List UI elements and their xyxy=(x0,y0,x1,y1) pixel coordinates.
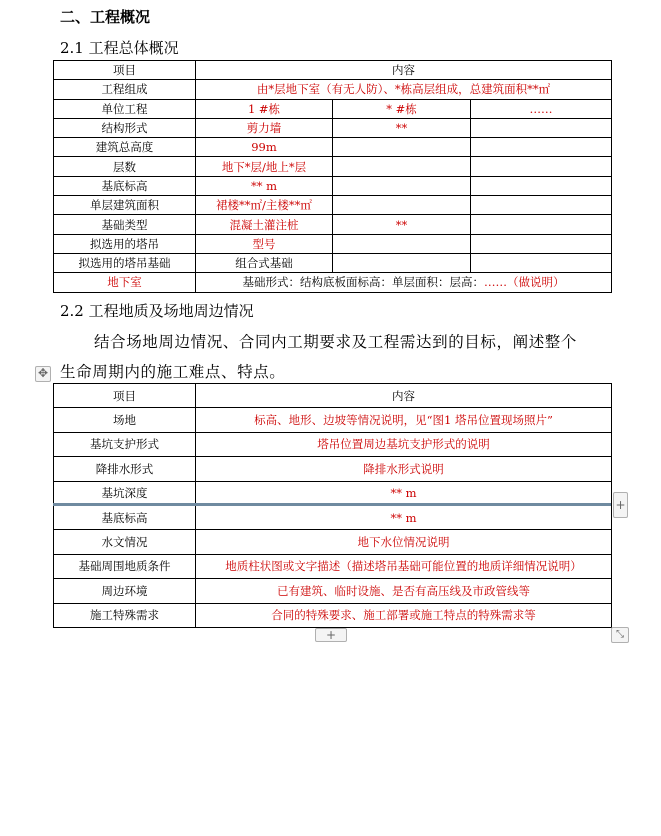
row-label: 水文情况 xyxy=(54,530,196,554)
intro-paragraph-line2: 生命周期内的施工难点、特点。 xyxy=(60,363,286,381)
row-label: 场地 xyxy=(54,408,196,432)
subsection-title-2-2: 2.2 工程地质及场地周边情况 xyxy=(60,302,254,320)
header-content: 内容 xyxy=(196,384,612,408)
row-value: ** xyxy=(333,215,471,234)
row-value: 型号 xyxy=(196,234,333,253)
row-label: 基础周围地质条件 xyxy=(54,554,196,578)
empty-cell xyxy=(333,138,471,157)
row-value: 合同的特殊要求、施工部署或施工特点的特殊需求等 xyxy=(196,603,612,627)
row-value: 组合式基础 xyxy=(196,253,333,272)
row-label: 施工特殊需求 xyxy=(54,603,196,627)
row-label: 单层建筑面积 xyxy=(54,196,196,215)
empty-cell xyxy=(333,157,471,176)
empty-cell xyxy=(333,253,471,272)
row-value: …… xyxy=(471,99,612,118)
table-row xyxy=(54,481,612,505)
row-value: 混凝土灌注桩 xyxy=(196,215,333,234)
row-label: 建筑总高度 xyxy=(54,138,196,157)
row-value: 地下*层/地上*层 xyxy=(196,157,333,176)
table-row xyxy=(54,530,612,554)
row-label: 基坑深度 xyxy=(54,481,196,505)
empty-cell xyxy=(333,176,471,195)
empty-cell xyxy=(471,138,612,157)
row-label: 结构形式 xyxy=(54,118,196,137)
empty-cell xyxy=(471,253,612,272)
basement-desc: 基础形式：结构底板面标高：单层面积：层高： xyxy=(242,275,484,290)
add-column-plus-icon[interactable]: + xyxy=(613,492,628,518)
table-row xyxy=(54,176,612,195)
project-overview-table xyxy=(53,60,612,293)
empty-cell xyxy=(471,157,612,176)
subsection-title-2-1: 2.1 工程总体概况 xyxy=(60,39,179,57)
row-selection-indicator xyxy=(53,503,611,506)
row-value: ** m xyxy=(196,481,612,505)
empty-cell xyxy=(471,118,612,137)
table-row xyxy=(54,457,612,481)
table-row xyxy=(54,554,612,578)
table-header-row xyxy=(54,384,612,408)
row-label: 基坑支护形式 xyxy=(54,432,196,456)
row-value: ** xyxy=(333,118,471,137)
row-value: 由*层地下室（有无人防）、*栋高层组成，总建筑面积**㎡ xyxy=(196,80,612,99)
row-label: 周边环境 xyxy=(54,579,196,603)
empty-cell xyxy=(471,196,612,215)
empty-cell xyxy=(333,234,471,253)
table-row xyxy=(54,505,612,529)
row-value: 降排水形式说明 xyxy=(196,457,612,481)
intro-paragraph-line1: 结合场地周边情况、合同内工期要求及工程需达到的目标，阐述整个 xyxy=(94,333,578,351)
header-content: 内容 xyxy=(196,61,612,80)
table-row xyxy=(54,157,612,176)
row-value: 裙楼**㎡/主楼**㎡ xyxy=(196,196,333,215)
row-label: 基底标高 xyxy=(54,505,196,529)
resize-icon[interactable]: ⤡ xyxy=(611,627,629,643)
row-value: 剪力墙 xyxy=(196,118,333,137)
row-label: 基底标高 xyxy=(54,176,196,195)
row-label: 降排水形式 xyxy=(54,457,196,481)
row-value: 99m xyxy=(196,138,333,157)
row-label: 单位工程 xyxy=(54,99,196,118)
row-label: 地下室 xyxy=(54,273,196,292)
table-row xyxy=(54,215,612,234)
row-label: 拟选用的塔吊 xyxy=(54,234,196,253)
row-value: 塔吊位置周边基坑支护形式的说明 xyxy=(196,432,612,456)
row-value: 已有建筑、临时设施、是否有高压线及市政管线等 xyxy=(196,579,612,603)
table-row xyxy=(54,253,612,272)
row-value: * #栋 xyxy=(333,99,471,118)
table-row xyxy=(54,273,612,292)
row-label: 层数 xyxy=(54,157,196,176)
row-label: 工程组成 xyxy=(54,80,196,99)
row-value xyxy=(196,273,612,292)
empty-cell xyxy=(471,234,612,253)
empty-cell xyxy=(333,196,471,215)
move-icon[interactable]: ✥ xyxy=(35,366,51,382)
empty-cell xyxy=(471,215,612,234)
table-header-row xyxy=(54,61,612,80)
table-row xyxy=(54,118,612,137)
table-row xyxy=(54,408,612,432)
table-row xyxy=(54,196,612,215)
header-item: 项目 xyxy=(54,61,196,80)
row-value: ** m xyxy=(196,505,612,529)
table-row xyxy=(54,99,612,118)
row-label: 基础类型 xyxy=(54,215,196,234)
add-row-plus-icon[interactable]: + xyxy=(315,628,347,642)
basement-note: ……（做说明） xyxy=(484,275,565,290)
table-row xyxy=(54,138,612,157)
row-value: 1 #栋 xyxy=(196,99,333,118)
table-row xyxy=(54,603,612,627)
row-label: 拟选用的塔吊基础 xyxy=(54,253,196,272)
table-row xyxy=(54,234,612,253)
header-item: 项目 xyxy=(54,384,196,408)
row-value: 地下水位情况说明 xyxy=(196,530,612,554)
row-value: ** m xyxy=(196,176,333,195)
row-value: 标高、地形、边坡等情况说明，见“图1 塔吊位置现场照片” xyxy=(196,408,612,432)
table-row xyxy=(54,579,612,603)
row-value: 地质柱状图或文字描述（描述塔吊基础可能位置的地质详细情况说明） xyxy=(196,554,612,578)
section-title: 二、工程概况 xyxy=(60,8,151,26)
empty-cell xyxy=(471,176,612,195)
table-row xyxy=(54,432,612,456)
table-row xyxy=(54,80,612,99)
